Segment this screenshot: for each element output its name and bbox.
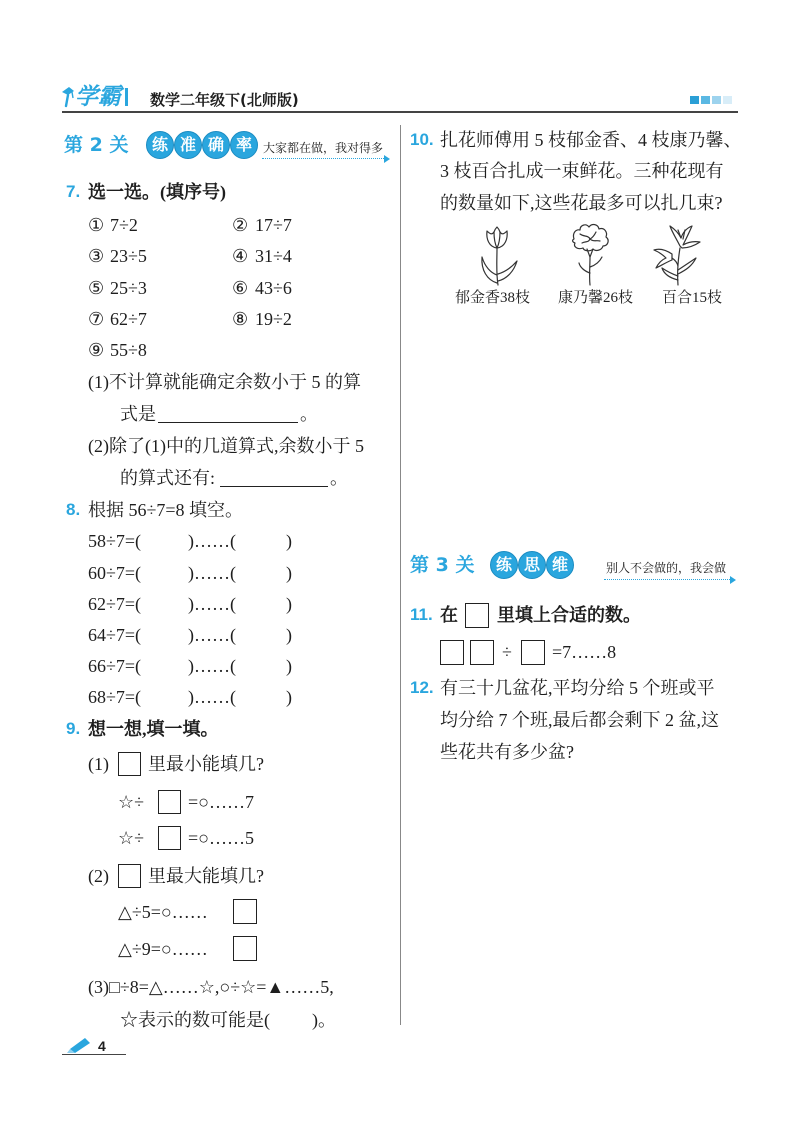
answer-blank xyxy=(220,486,328,487)
option-mark: ⑦ xyxy=(88,309,105,329)
option-expr: 55÷8 xyxy=(110,340,147,360)
lily-icon xyxy=(650,224,706,286)
section-3-label: 第 3 关 xyxy=(410,554,475,576)
section-2-dotted-line xyxy=(262,158,384,159)
question-7-part-2-text: (2)除了(1)中的几道算式,余数小于 5 xyxy=(88,436,364,456)
answer-box xyxy=(118,864,141,888)
header-rule xyxy=(62,111,738,113)
question-7-number: 7. xyxy=(66,182,81,201)
question-12-number: 12. xyxy=(410,678,434,697)
section-2-label: 第 2 关 xyxy=(64,134,129,156)
question-9-part-3-text: ☆表示的数可能是( xyxy=(120,1010,270,1030)
page-number: 4 xyxy=(98,1038,106,1054)
division-row-right: ) xyxy=(286,656,292,676)
section-3-arrow-icon xyxy=(730,576,736,584)
option-expr: 17÷7 xyxy=(255,215,292,235)
option-mark: ② xyxy=(232,215,249,235)
answer-blank xyxy=(158,422,298,423)
question-10-text: 的数量如下,这些花最多可以扎几束? xyxy=(440,193,723,213)
answer-box xyxy=(233,936,257,961)
badge-char: 练 xyxy=(146,131,174,159)
option-expr: 62÷7 xyxy=(110,309,147,329)
question-7-part-1-text: 式是 xyxy=(120,404,156,424)
option-expr: 25÷3 xyxy=(110,278,147,298)
question-9-number: 9. xyxy=(66,719,81,738)
badge-char: 率 xyxy=(230,131,258,159)
flower-label-tulip: 郁金香38枝 xyxy=(455,290,531,306)
division-row-mid: )……( xyxy=(188,531,236,551)
question-10-number: 10. xyxy=(410,130,434,149)
question-11-number: 11. xyxy=(410,605,433,624)
division-sign: ÷ xyxy=(502,642,512,662)
option-expr: 7÷2 xyxy=(110,215,138,235)
question-7-part-1-text: (1)不计算就能确定余数小于 5 的算 xyxy=(88,372,361,392)
division-row-mid: )……( xyxy=(188,563,236,583)
division-row-right: ) xyxy=(286,531,292,551)
question-8-title: 根据 56÷7=8 填空。 xyxy=(88,500,244,520)
equation-left: △÷9=○…… xyxy=(118,939,208,959)
section-2-slogan: 大家都在做，我对得多 xyxy=(263,141,384,155)
option-mark: ⑧ xyxy=(232,309,249,329)
flower-label-lily: 百合15枝 xyxy=(662,290,723,306)
answer-box xyxy=(118,752,141,776)
badge-char: 准 xyxy=(174,131,202,159)
division-row-mid: )……( xyxy=(188,656,236,676)
question-9-title: 想一想,填一填。 xyxy=(88,719,219,739)
division-row-mid: )……( xyxy=(188,594,236,614)
answer-box xyxy=(440,640,464,665)
equation-right: =7……8 xyxy=(552,642,617,662)
division-row-right: ) xyxy=(286,687,292,707)
option-mark: ⑥ xyxy=(232,278,249,298)
question-9-part-3-text: (3)□÷8=△……☆,○÷☆=▲……5, xyxy=(88,977,334,997)
answer-box xyxy=(521,640,545,665)
question-10-text: 3 枝百合扎成一束鲜花。三种花现有 xyxy=(440,161,724,181)
section-3-dotted-line xyxy=(604,579,730,580)
option-expr: 23÷5 xyxy=(110,246,147,266)
question-11-title-start: 在 xyxy=(440,605,458,625)
badge-char: 练 xyxy=(490,551,518,579)
question-9-part-2-text: 里最大能填几? xyxy=(148,866,264,886)
brand-logo: 学霸 xyxy=(75,84,121,110)
tulip-icon xyxy=(473,225,521,287)
division-row-left: 62÷7=( xyxy=(88,594,142,614)
division-row-right: ) xyxy=(286,594,292,614)
division-row-mid: )……( xyxy=(188,687,236,707)
equation-left: ☆÷ xyxy=(118,828,145,848)
section-2-badge xyxy=(146,131,258,159)
division-row-right: ) xyxy=(286,563,292,583)
flower-label-carnation: 康乃馨26枝 xyxy=(558,290,634,306)
option-mark: ④ xyxy=(232,246,249,266)
equation-left: ☆÷ xyxy=(118,792,145,812)
question-7-part-2-text: 的算式还有: xyxy=(120,468,216,488)
question-10-text: 扎花师傅用 5 枝郁金香、4 枝康乃馨、 xyxy=(440,130,742,150)
book-title: 数学二年级下(北师版) xyxy=(150,91,299,109)
question-8-number: 8. xyxy=(66,500,81,519)
division-row-left: 64÷7=( xyxy=(88,625,142,645)
badge-char: 维 xyxy=(546,551,574,579)
footer-rule xyxy=(62,1054,126,1055)
division-row-right: ) xyxy=(286,625,292,645)
equation-right: =○……5 xyxy=(188,828,255,848)
division-row-left: 58÷7=( xyxy=(88,531,142,551)
logo-bar xyxy=(125,88,128,106)
option-mark: ③ xyxy=(88,246,105,266)
question-9-part-2-label: (2) xyxy=(88,866,109,886)
answer-box xyxy=(158,826,181,850)
badge-char: 思 xyxy=(518,551,546,579)
question-7-part-2-end: 。 xyxy=(330,468,348,488)
division-row-left: 60÷7=( xyxy=(88,563,142,583)
graduation-cap-icon xyxy=(60,84,76,108)
answer-box xyxy=(158,790,181,814)
badge-char: 确 xyxy=(202,131,230,159)
option-expr: 43÷6 xyxy=(255,278,292,298)
option-mark: ⑤ xyxy=(88,278,105,298)
question-12-text: 均分给 7 个班,最后都会剩下 2 盆,这 xyxy=(440,710,719,730)
answer-box xyxy=(465,603,489,628)
question-9-part-1-label: (1) xyxy=(88,754,109,774)
option-mark: ① xyxy=(88,215,105,235)
answer-box xyxy=(233,899,257,924)
equation-right: =○……7 xyxy=(188,792,255,812)
question-12-text: 些花共有多少盆? xyxy=(440,742,574,762)
section-2-arrow-icon xyxy=(384,155,390,163)
option-expr: 19÷2 xyxy=(255,309,292,329)
section-3-badge xyxy=(490,551,574,579)
question-12-text: 有三十几盆花,平均分给 5 个班或平 xyxy=(440,678,715,698)
question-7-title: 选一选。(填序号) xyxy=(88,182,226,202)
carnation-icon xyxy=(566,221,614,287)
division-row-left: 68÷7=( xyxy=(88,687,142,707)
question-7-part-1-end: 。 xyxy=(300,404,318,424)
question-9-part-3-end: )。 xyxy=(312,1010,336,1030)
division-row-left: 66÷7=( xyxy=(88,656,142,676)
question-11-title-end: 里填上合适的数。 xyxy=(497,605,641,625)
option-expr: 31÷4 xyxy=(255,246,292,266)
pencil-icon xyxy=(64,1036,92,1054)
section-3-slogan: 别人不会做的，我会做 xyxy=(606,561,727,575)
equation-left: △÷5=○…… xyxy=(118,902,208,922)
question-9-part-1-text: 里最小能填几? xyxy=(148,754,264,774)
division-row-mid: )……( xyxy=(188,625,236,645)
option-mark: ⑨ xyxy=(88,340,105,360)
answer-box xyxy=(470,640,494,665)
column-divider xyxy=(400,125,401,1025)
